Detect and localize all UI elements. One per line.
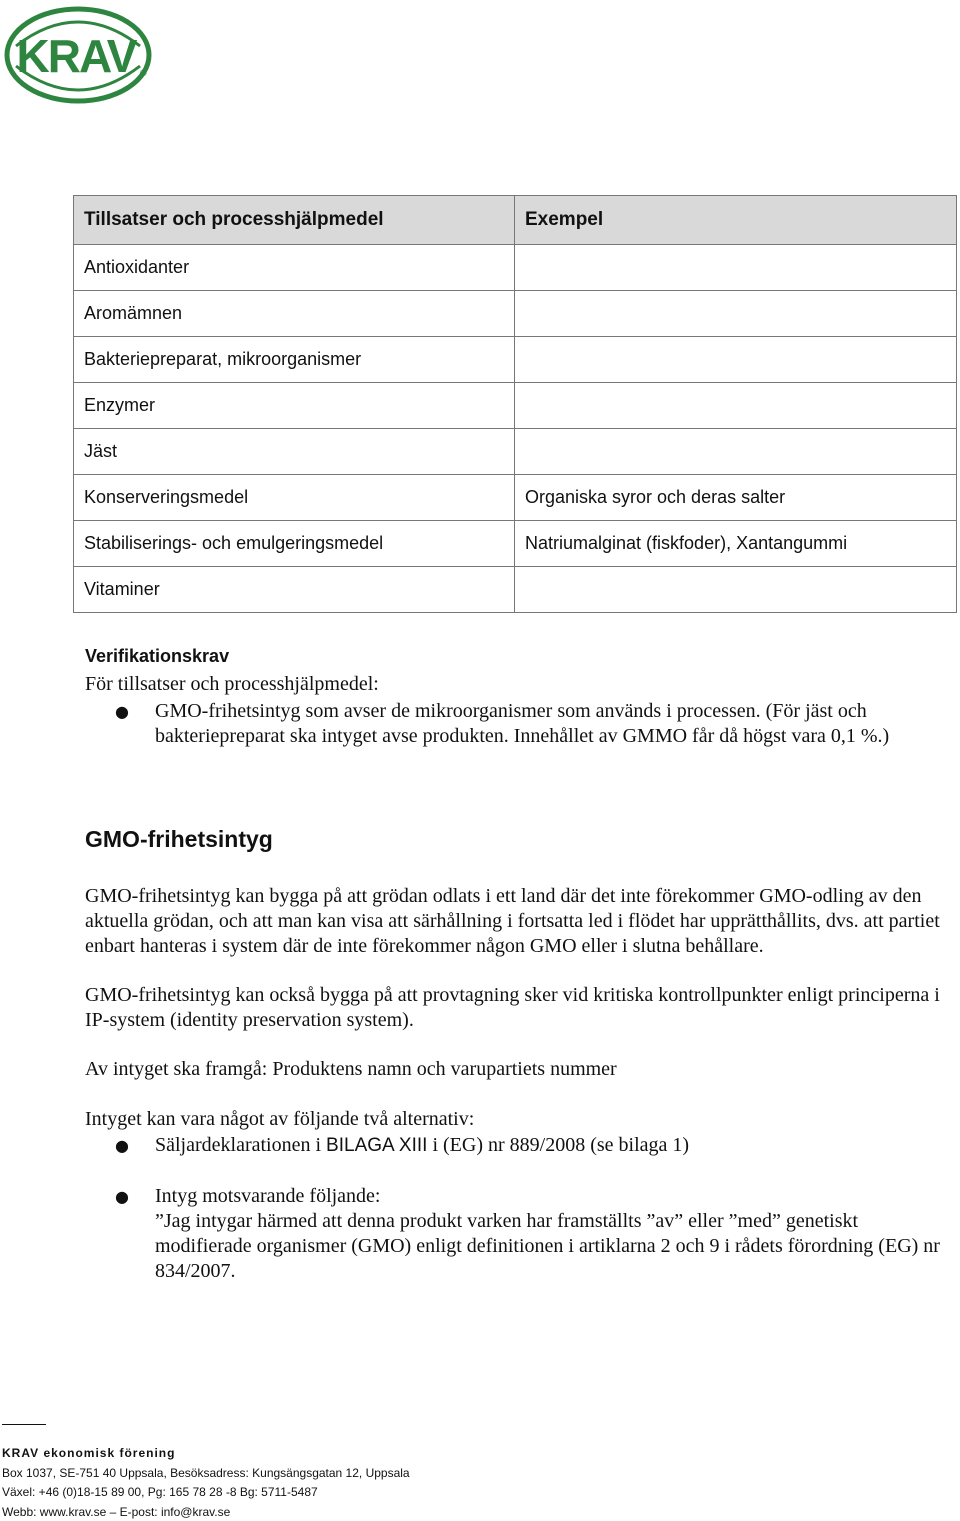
table-cell: Jäst (74, 429, 515, 475)
verification-bullet-text: GMO-frihetsintyg som avser de mikroorganismer som används i processen. (För jäst och bakteriepreparat ska intyget avse produkten. Innehållet av GMMO får då högst vara 0,1 %.) (155, 700, 890, 747)
gmo-paragraph-4: Intyget kan vara något av följande två alternativ: (85, 1108, 475, 1130)
table-cell: Enzymer (74, 383, 515, 429)
table-row (74, 429, 957, 475)
table-cell: Vitaminer (74, 567, 515, 613)
gmo-paragraph-3: Av intyget ska framgå: Produktens namn och varupartiets nummer (85, 1058, 617, 1080)
alternative-2-title: Intyg motsvarande följande: (155, 1185, 381, 1207)
table-header-row (74, 196, 957, 245)
bullet-icon: ● (115, 702, 129, 721)
additives-table (73, 195, 957, 613)
footer-org: KRAV ekonomisk förening (2, 1446, 176, 1460)
table-cell (515, 337, 957, 383)
footer-divider (2, 1424, 46, 1425)
footer-web: Webb: www.krav.se – E-post: info@krav.se (2, 1505, 231, 1519)
logo-text: KRAV (16, 30, 136, 82)
table-row (74, 337, 957, 383)
table-row (74, 245, 957, 291)
alternative-1-before: Säljardeklarationen i (155, 1134, 327, 1156)
bullet-icon: ● (115, 1187, 129, 1206)
annex-reference: BILAGA XIII (326, 1135, 428, 1156)
table-cell: Aromämnen (74, 291, 515, 337)
verification-intro: För tillsatser och processhjälpmedel: (85, 673, 379, 695)
table-row (74, 567, 957, 613)
table-cell: Antioxidanter (74, 245, 515, 291)
table-cell: Bakteriepreparat, mikroorganismer (74, 337, 515, 383)
alternative-1-text (155, 1133, 945, 1158)
footer-address: Box 1037, SE-751 40 Uppsala, Besöksadress: Kungsängsgatan 12, Uppsala (2, 1466, 410, 1480)
footer-phone: Växel: +46 (0)18-15 89 00, Pg: 165 78 28 -8 Bg: 5711-5487 (2, 1485, 318, 1499)
table-cell (515, 567, 957, 613)
gmo-paragraph-2: GMO-frihetsintyg kan också bygga på att provtagning sker vid kritiska kontrollpunkter enligt principerna i IP-system (identity preservation system). (85, 984, 940, 1031)
logo-registered: ® (140, 68, 147, 78)
gmo-paragraph-1: GMO-frihetsintyg kan bygga på att grödan odlats i ett land där det inte förekommer GMO-odling av den aktuella grödan, och att man kan visa att särhållning i fortsatta led i flödet har upprätthållits, dvs. att partiet enbart hanteras i system där de inte förekommer någon GMO eller i slutna behållare. (85, 885, 940, 957)
table-row (74, 521, 957, 567)
table-cell (515, 383, 957, 429)
table-cell: Natriumalginat (fiskfoder), Xantangummi (515, 521, 957, 567)
table-cell (515, 245, 957, 291)
table-row (74, 475, 957, 521)
table-cell: Stabiliserings- och emulgeringsmedel (74, 521, 515, 567)
table-row (74, 383, 957, 429)
table-header-additives: Tillsatser och processhjälpmedel (74, 196, 515, 245)
table-cell (515, 429, 957, 475)
table-header-examples: Exempel (515, 196, 957, 245)
gmo-heading: GMO-frihetsintyg (85, 826, 273, 852)
table-row (74, 291, 957, 337)
verification-title: Verifikationskrav (85, 646, 230, 666)
alternative-2-text: ”Jag intygar härmed att denna produkt varken har framställts ”av” eller ”med” genetiskt modifierade organismer (GMO) enligt definitionen i artiklarna 2 och 9 i rådets förordning (EG) nr 834/2007. (155, 1210, 940, 1282)
bullet-icon: ● (115, 1136, 129, 1155)
table-cell (515, 291, 957, 337)
table-cell: Konserveringsmedel (74, 475, 515, 521)
table-cell: Organiska syror och deras salter (515, 475, 957, 521)
alternative-1-after: i (EG) nr 889/2008 (se bilaga 1) (427, 1134, 690, 1156)
krav-logo (4, 6, 152, 104)
